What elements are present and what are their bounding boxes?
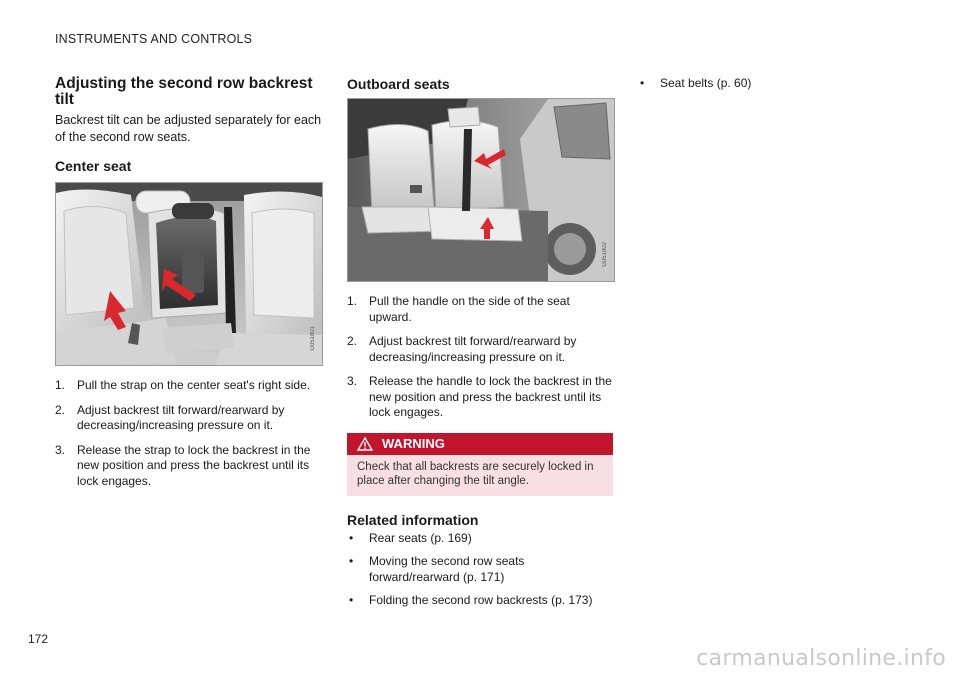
column-center-seat <box>55 76 325 498</box>
related-links-list-continued <box>638 76 898 92</box>
related-link[interactable]: • Moving the second row seats forward/rearward (p. 171) <box>349 554 525 584</box>
warning-text: Check that all backrests are securely locked in place after changing the tilt angle. <box>357 460 594 487</box>
related-link[interactable]: • Rear seats (p. 169) <box>349 530 472 545</box>
warning-header <box>347 433 613 455</box>
warning-box <box>347 433 613 496</box>
step-item: 2. Adjust backrest tilt forward/rearward by decreasing/increasing pressure on it. <box>347 334 577 364</box>
running-header: INSTRUMENTS AND CONTROLS <box>55 32 253 46</box>
subheading-outboard-seats: Outboard seats <box>347 76 450 92</box>
section-title: Adjusting the second row backrest tilt <box>55 75 313 108</box>
step-item: 3. Release the strap to lock the backrest in the new position and press the backrest until its lock engages. <box>55 442 311 488</box>
warning-triangle-icon <box>357 437 373 451</box>
subheading-center-seat: Center seat <box>55 158 132 174</box>
column-outboard-seats <box>347 76 615 617</box>
step-item: 3. Release the handle to lock the backrest in the new position and press the backrest until its lock engages. <box>347 374 612 419</box>
page-number: 172 <box>28 632 49 646</box>
figure-code: G051801 <box>310 326 316 351</box>
related-information-heading: Related information <box>347 511 479 528</box>
related-link[interactable]: • Seat belts (p. 60) <box>640 76 752 90</box>
related-link[interactable]: • Folding the second row backrests (p. 173) <box>349 593 593 607</box>
step-item: 2. Adjust backrest tilt forward/rearward by decreasing/increasing pressure on it. <box>55 402 285 432</box>
watermark: carmanualsonline.info <box>696 646 946 671</box>
intro-paragraph: Backrest tilt can be adjusted separately for each of the second row seats. <box>55 113 322 144</box>
center-seat-drawing <box>56 183 322 365</box>
warning-label: WARNING <box>382 436 445 451</box>
related-links-list <box>347 531 615 609</box>
figure-code: G051802 <box>602 242 608 267</box>
center-seat-steps <box>55 378 325 489</box>
outboard-seat-drawing <box>348 99 614 281</box>
step-item: 1. Pull the handle on the side of the seat upward. <box>347 294 570 324</box>
center-seat-illustration <box>55 182 323 366</box>
column-continued-links <box>638 76 898 100</box>
outboard-seat-steps <box>347 294 615 421</box>
outboard-seat-illustration <box>347 98 615 282</box>
step-item: 1. Pull the strap on the center seat's right side. <box>55 378 311 392</box>
